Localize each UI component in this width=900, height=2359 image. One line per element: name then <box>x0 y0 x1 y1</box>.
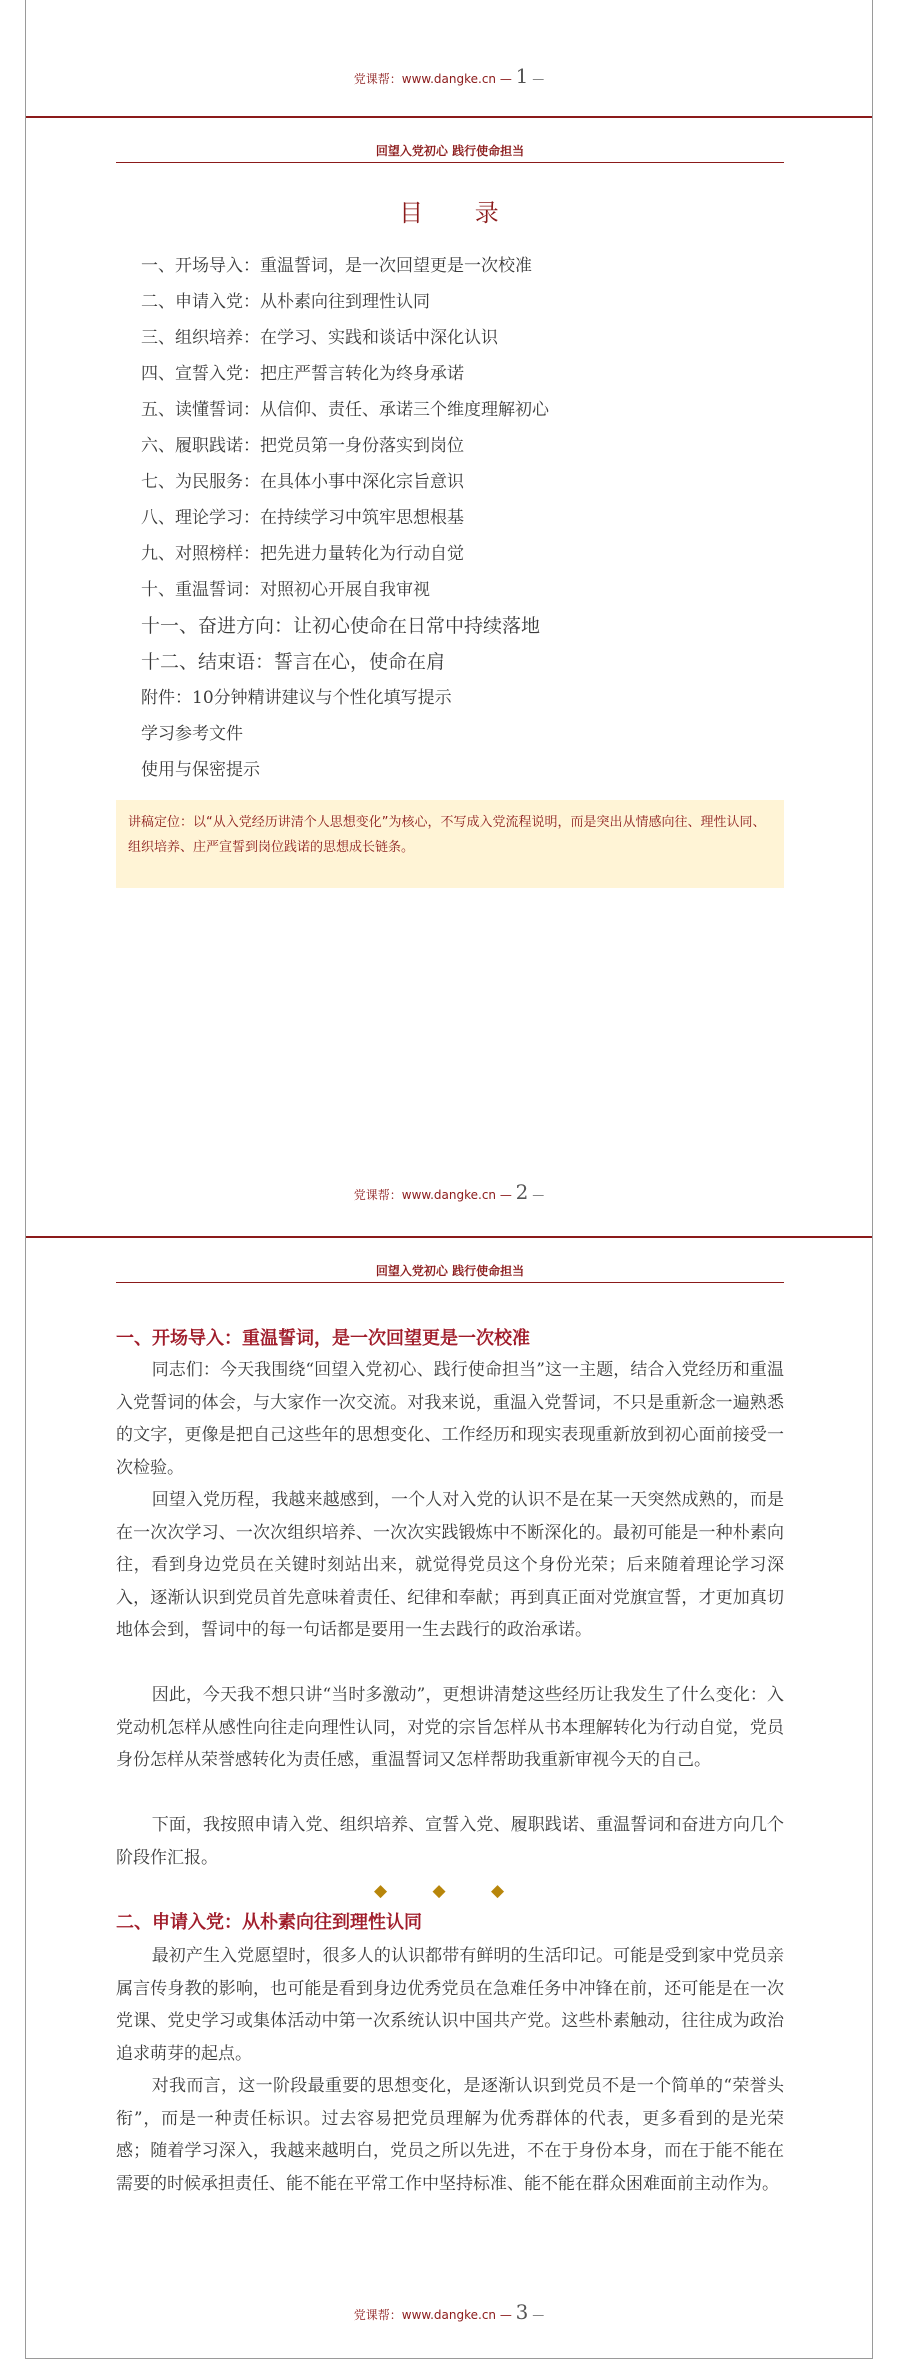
toc-item[interactable]: 十二、结束语：誓言在心，使命在肩 <box>141 651 446 673</box>
page-footer: 党课帮：www.dangke.cn — 2 — <box>353 1180 545 1204</box>
page-footer: 党课帮：www.dangke.cn — 3 — <box>353 2300 545 2324</box>
toc-item[interactable]: 三、组织培养：在学习、实践和谈话中深化认识 <box>141 328 498 348</box>
running-header: 回望入党初心 践行使命担当 <box>375 1264 525 1278</box>
toc-item[interactable]: 学习参考文件 <box>141 724 243 744</box>
toc-item[interactable]: 九、对照榜样：把先进力量转化为行动自觉 <box>141 544 464 564</box>
body-paragraph: 回望入党历程，我越来越感到，一个人对入党的认识不是在某一天突然成熟的，而是在一次次学习、一次次组织培养、一次次实践锻炼中不断深化的。最初可能是一种朴素向往，看到身边党员在关键时刻站出来，就觉得党员这个身份光荣；后来随着理论学习深入，逐渐认识到党员首先意味着责任、纪律和奉献；再到真正面对党旗宣誓，才更加真切地体会到，誓词中的每一句话都是要用一生去践行的政治承诺。 <box>116 1490 784 1640</box>
page-number: 3 <box>515 2300 529 2324</box>
header-rule <box>116 1282 784 1283</box>
toc-item[interactable]: 一、开场导入：重温誓词，是一次回望更是一次校准 <box>141 256 532 276</box>
positioning-note: 讲稿定位：以“从入党经历讲清个人思想变化”为核心，不写成入党流程说明，而是突出从情感向往、理性认同、组织培养、庄严宣誓到岗位践诺的思想成长链条。 <box>116 800 784 888</box>
toc-title: 目 录 <box>399 199 521 227</box>
toc-item[interactable]: 六、履职践诺：把党员第一身份落实到岗位 <box>141 436 464 456</box>
page-number: 1 <box>515 64 529 88</box>
body-paragraph: 因此，今天我不想只讲“当时多激动”，更想讲清楚这些经历让我发生了什么变化：入党动机怎样从感性向往走向理性认同，对党的宗旨怎样从书本理解转化为行动自觉，党员身份怎样从荣誉感转化为责任感，重温誓词又怎样帮助我重新审视今天的自己。 <box>116 1685 784 1770</box>
page-2 <box>25 118 873 1238</box>
section-title: 一、开场导入：重温誓词，是一次回望更是一次校准 <box>116 1328 530 1349</box>
toc-list <box>141 248 549 788</box>
body-paragraph: 同志们：今天我围绕“回望入党初心、践行使命担当”这一主题，结合入党经历和重温入党誓词的体会，与大家作一次交流。对我来说，重温入党誓词，不只是重新念一遍熟悉的文字，更像是把自己这些年的思想变化、工作经历和现实表现重新放到初心面前接受一次检验。 <box>116 1360 784 1478</box>
body-paragraph: 下面，我按照申请入党、组织培养、宣誓入党、履职践诺、重温誓词和奋进方向几个阶段作汇报。 <box>116 1815 784 1868</box>
toc-item[interactable]: 七、为民服务：在具体小事中深化宗旨意识 <box>141 472 464 492</box>
toc-item[interactable]: 使用与保密提示 <box>141 760 260 780</box>
running-header: 回望入党初心 践行使命担当 <box>375 144 525 158</box>
toc-item[interactable]: 五、读懂誓词：从信仰、责任、承诺三个维度理解初心 <box>141 400 549 420</box>
toc-item[interactable]: 附件：10分钟精讲建议与个性化填写提示 <box>141 688 452 708</box>
page-3 <box>25 1238 873 2359</box>
body-paragraph: 最初产生入党愿望时，很多人的认识都带有鲜明的生活印记。可能是受到家中党员亲属言传身教的影响，也可能是看到身边优秀党员在急难任务中冲锋在前，还可能是在一次党课、党史学习或集体活动中第一次系统认识中国共产党。这些朴素触动，往往成为政治追求萌芽的起点。 <box>116 1946 784 2064</box>
toc-item[interactable]: 二、申请入党：从朴素向往到理性认同 <box>141 292 430 312</box>
body-paragraph: 对我而言，这一阶段最重要的思想变化，是逐渐认识到党员不是一个简单的“荣誉头衔”，而是一种责任标识。过去容易把党员理解为优秀群体的代表，更多看到的是光荣感；随着学习深入，我越来越明白，党员之所以先进，不在于身份本身，而在于能不能在需要的时候承担责任、能不能在平常工作中坚持标准、能不能在群众困难面前主动作为。 <box>116 2076 784 2194</box>
header-rule <box>116 162 784 163</box>
page-footer: 党课帮：www.dangke.cn — 1 — <box>353 64 545 88</box>
toc-item[interactable]: 十、重温誓词：对照初心开展自我审视 <box>141 580 430 600</box>
page-1 <box>25 0 873 118</box>
toc-item[interactable]: 十一、奋进方向：让初心使命在日常中持续落地 <box>141 615 541 637</box>
toc-item[interactable]: 四、宣誓入党：把庄严誓言转化为终身承诺 <box>141 364 464 384</box>
page-number: 2 <box>515 1180 529 1204</box>
section-divider: ◆ ◆ ◆ <box>373 1881 525 1901</box>
toc-item[interactable]: 八、理论学习：在持续学习中筑牢思想根基 <box>141 508 464 528</box>
section-title: 二、申请入党：从朴素向往到理性认同 <box>116 1912 422 1933</box>
